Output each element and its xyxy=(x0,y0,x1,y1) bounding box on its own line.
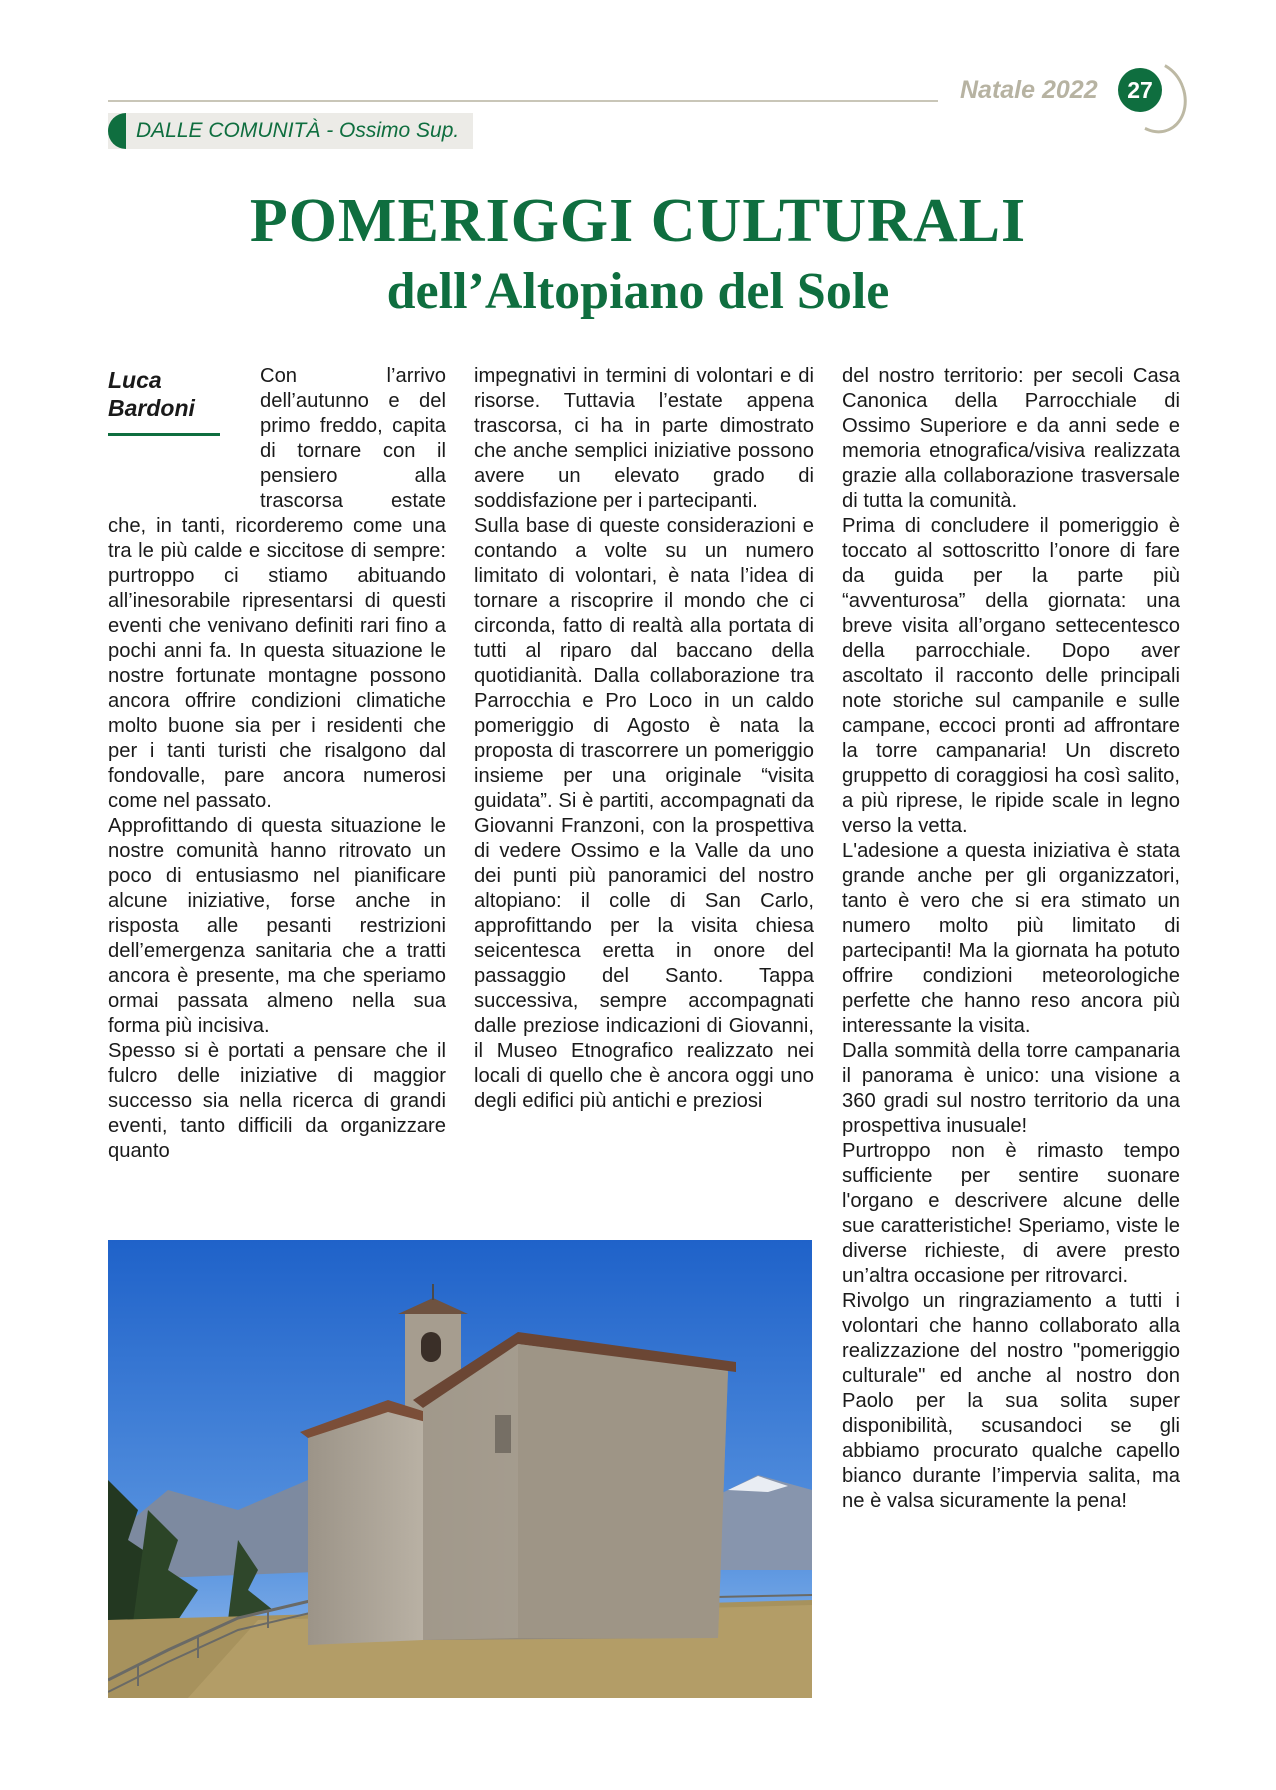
paragraph: Dalla sommità della torre campanaria il panorama è unico: una visione a 360 gradi sul nostro territorio da una prospettiva inusuale! xyxy=(842,1040,1180,1137)
paragraph: Rivolgo un ringraziamento a tutti i volontari che hanno collaborato alla realizzazione del nostro "pomeriggio culturale" ed anche al nostro don Paolo per la sua solita super disponibilità, scusandoci se gli abbiamo procurato qualche capello bianco durante l’impervia salita, ma ne è valsa sicuramente la pena! xyxy=(842,1290,1180,1512)
author-name: Luca Bardoni xyxy=(108,367,195,421)
leaf-icon xyxy=(108,113,126,149)
church-photo xyxy=(108,1240,812,1698)
paragraph: Purtroppo non è rimasto tempo sufficiente per sentire suonare l'organo e descrivere alcune delle sue caratteristiche! Speriamo, viste le diverse richieste, di avere presto un’altra occasione per ritrovarci. xyxy=(842,1140,1180,1287)
paragraph: Con l’arrivo dell’autunno e del primo freddo, capita di tornare con il pensiero alla trascorsa estate che, in tanti, ricorderemo come una tra le più calde e siccitose di sempre: purtroppo ci stiamo abituando all’inesorabile ripresentarsi di questi eventi che venivano definiti rari fino a pochi anni fa. In questa situazione le nostre fortunate montagne possono ancora offrire condizioni climatiche molto buone sia per i residenti che per i tanti turisti che risalgono dal fondovalle, pare ancora numerosi come nel passato. xyxy=(108,365,446,812)
article-column-1 xyxy=(108,364,446,1164)
article-subtitle: dell’Altopiano del Sole xyxy=(386,263,890,320)
page-number: 27 xyxy=(1118,68,1162,112)
paragraph: impegnativi in termini di volontari e di risorse. Tuttavia l’estate appena trascorsa, ci ha in parte dimostrato che anche semplici iniziative possono avere un elevato grado di soddisfazione per i partecipanti. xyxy=(474,365,814,512)
church-illustration xyxy=(108,1240,812,1698)
section-tag xyxy=(108,113,473,149)
section-label: DALLE COMUNITÀ - Ossimo Sup. xyxy=(136,119,460,142)
header-rule xyxy=(108,100,938,102)
paragraph: Sulla base di queste considerazioni e contando a volte su un numero limitato di volontari, è nata l’idea di tornare a riscoprire il mondo che ci circonda, fatto di realtà alla portata di tutti al riparo dal baccano della quotidianità. Dalla collaborazione tra Parrocchia e Pro Loco in un caldo pomeriggio di Agosto è nata la proposta di trascorrere un pomeriggio insieme per una originale “visita guidata”. Si è partiti, accompagnati da Giovanni Franzoni, con la prospettiva di vedere Ossimo e la Valle da uno dei punti più panoramici del nostro altopiano: il colle di San Carlo, approfittando per la visita chiesa seicentesca eretta in onore del passaggio del Santo. Tappa successiva, sempre accompagnati dalle preziose indicazioni di Giovanni, il Museo Etnografico realizzato nei locali di quello che è ancora oggi uno degli edifici più antichi e preziosi xyxy=(474,515,814,1112)
article-column-3 xyxy=(842,364,1180,1514)
paragraph: Approfittando di questa situazione le nostre comunità hanno ritrovato un poco di entusiasmo nel pianificare alcune iniziative, forse anche in risposta alle pesanti restrizioni dell’emergenza sanitaria che a tratti ancora è presente, ma che speriamo ormai passata almeno nella sua forma più incisiva. xyxy=(108,815,446,1037)
paragraph: Prima di concludere il pomeriggio è toccato al sottoscritto l’onore di fare da guida per la parte più “avventurosa” della giornata: una breve visita all’organo settecentesco della parrocchiale. Dopo aver ascoltato il racconto delle principali note storiche sul campanile e sulle campane, eccoci pronti ad affrontare la torre campanaria! Un discreto gruppetto di coraggiosi ha così salito, a più riprese, le ripide scale in legno verso la vetta. xyxy=(842,515,1180,837)
paragraph: Spesso si è portati a pensare che il fulcro delle iniziative di maggior successo sia nella ricerca di grandi eventi, tanto difficili da organizzare quanto xyxy=(108,1040,446,1162)
paragraph: L'adesione a questa iniziativa è stata grande anche per gli organizzatori, tanto è vero che si era stimato un numero molto più limitato di partecipanti! Ma la giornata ha potuto offrire condizioni meteorologiche perfette che hanno reso ancora più interessante la visita. xyxy=(842,840,1180,1037)
page-number-badge xyxy=(1118,58,1180,130)
paragraph: del nostro territorio: per secoli Casa Canonica della Parrocchiale di Ossimo Superiore e da anni sede e memoria etnografica/visiva realizzata grazie alla collaborazione trasversale di tutta la comunità. xyxy=(842,365,1180,512)
article-title: POMERIGGI CULTURALI xyxy=(249,187,1027,255)
article-column-2 xyxy=(474,364,814,1114)
issue-label: Natale 2022 xyxy=(960,76,1098,104)
